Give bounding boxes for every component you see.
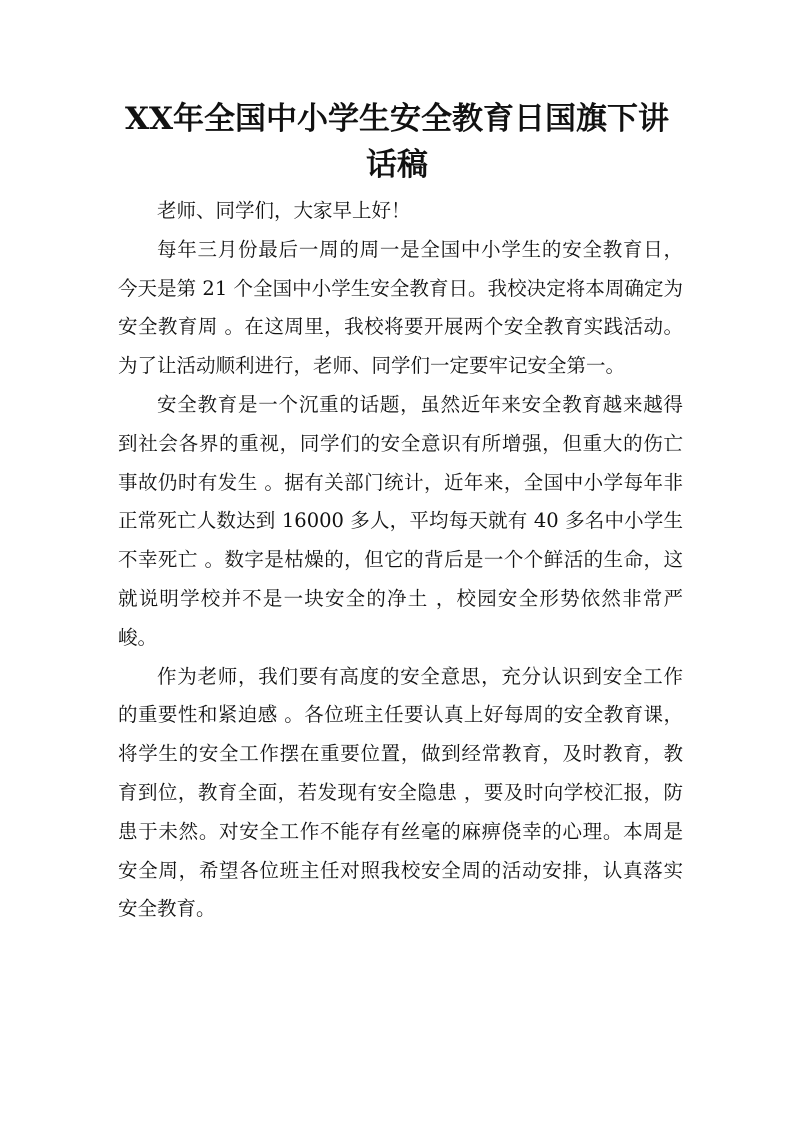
body-paragraph-2: 安全教育是一个沉重的话题，虽然近年来安全教育越来越得到社会各界的重视，同学们的安全意识有所增强，但重大的伤亡事故仍时有发生 。据有关部门统计，近年来，全国中小学每年非正常死亡人数达到 16000 多人，平均每天就有 40 多名中小学生不幸死亡 。数字是枯燥的，但它的背后是一个个鲜活的生命，这就说明学校并不是一块安全的净土 ，校园安全形势依然非常严峻。 (118, 392, 683, 649)
body-paragraph-1: 每年三月份最后一周的周一是全国中小学生的安全教育日，今天是第 21 个全国中小学生安全教育日。我校决定将本周确定为安全教育周 。在这周里，我校将要开展两个安全教育实践活动。为了让活动顺利进行，老师、同学们一定要牢记安全第一。 (118, 237, 683, 378)
document-body (118, 192, 683, 929)
greeting-paragraph: 老师、同学们，大家早上好！ (157, 199, 411, 222)
body-paragraph-3: 作为老师，我们要有高度的安全意思，充分认识到安全工作的重要性和紧迫感 。各位班主任要认真上好每周的安全教育课，将学生的安全工作摆在重要位置，做到经常教育，及时教育，教育到位，教育全面，若发现有安全隐患 ，要及时向学校汇报，防患于未然。对安全工作不能存有丝毫的麻痹侥幸的心理。本周是安全周，希望各位班主任对照我校安全周的活动安排，认真落实安全教育。 (118, 664, 683, 921)
document-title: XX年全国中小学生安全教育日国旗下讲话稿 (124, 101, 670, 183)
